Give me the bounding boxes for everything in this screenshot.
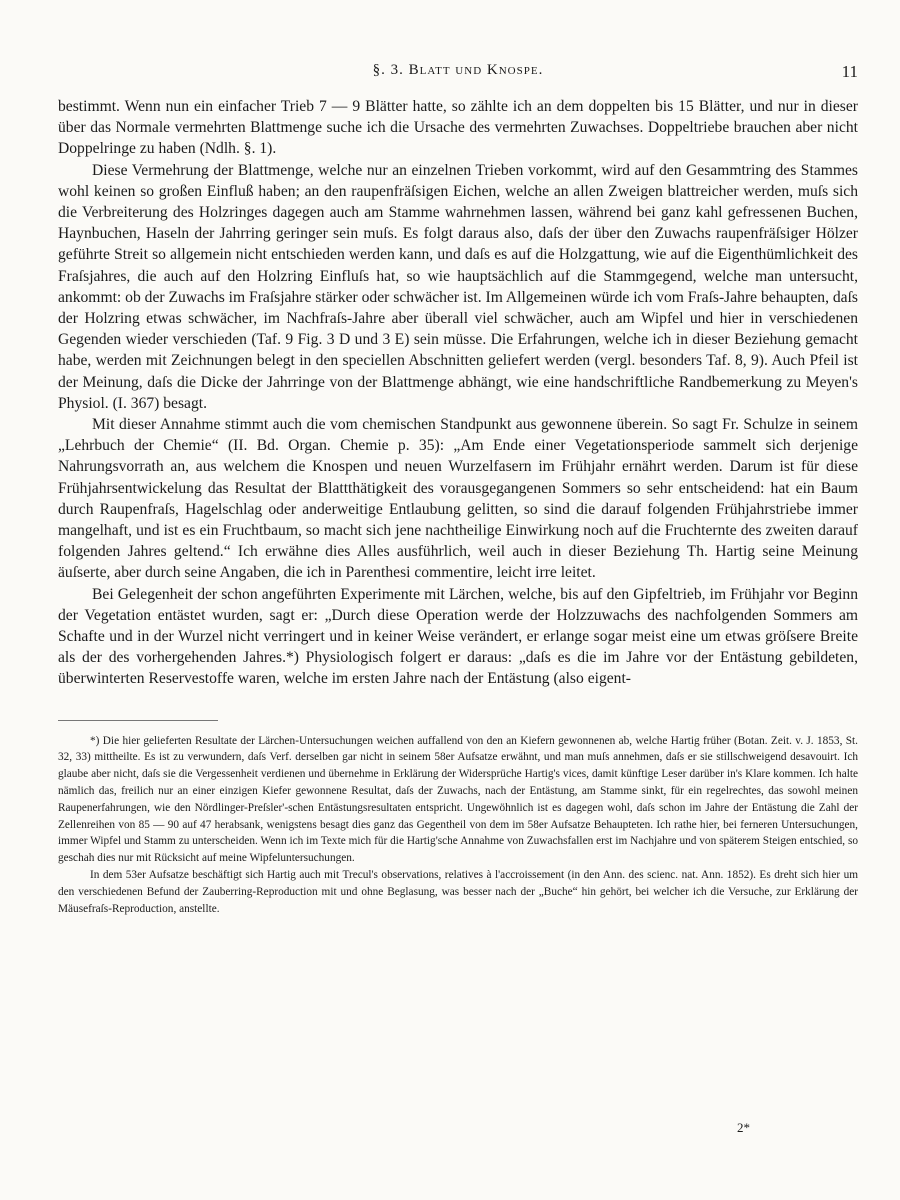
footnotes [58,733,858,918]
footnote-paragraph: *) Die hier gelieferten Resultate der Lärchen-Untersuchungen weichen auffallend von den an Kiefern gewonnenen ab, welche Hartig früher (Botan. Zeit. v. J. 1853, St. 32, 33) mittheilte. Es ist zu verwundern, daſs Verf. derselben gar nicht in seinem 58er Aufsatze erwähnt, und man muſs annehmen, daſs er sie stillschweigend desavouirt. Ich glaube aber nicht, daſs sie die Vergessenheit verdienen und übernehme in Erklärung der Widersprüche Hartig's vices, damit künftige Leser darüber in's Klare kommen. Ich halte nämlich das, freilich nur an einer einzigen Kiefer gewonnene Resultat, daſs der Zuwachs, nach der Entästung, am Stamme sinkt, für ein regelrechtes, das sowohl meinen Raupenerfahrungen, wie den Nördlinger-Preſsler'-schen Entästungsresultaten entspricht. Ungewöhnlich ist es dagegen wohl, daſs schon im Jahre der Entästung die Zahl der Zellenreihen von 85 — 90 auf 47 herabsank, wenigstens besagt dies ganz das Gegentheil von dem im 58er Aufsatze Behaupteten. Ich rathe hier, bei ferneren Untersuchungen, immer Wipfel und Stamm zu unterscheiden. Wenn ich im Texte mich für die Hartig'sche Annahme von Zuwachsfallen erst im Nachjahre und von späterem Steigen entschied, so geschah dies nur mit Rücksicht auf meine Wipfeluntersuchungen. [58,734,858,865]
page-number: 11 [841,62,858,81]
body-paragraph: Diese Vermehrung der Blattmenge, welche nur an einzelnen Trieben vorkommt, wird auf den Gesammtring des Stammes wohl keinen so großen Einfluß haben; an den raupenfräſsigen Eichen, welche an allen Zweigen blattreicher werden, muſs sich die Verbreiterung des Holzringes dagegen auch am Stamme wahrnehmen lassen, während bei ganz kahl gefressenen Buchen, Haynbuchen, Haseln der Jahrring geringer sein muſs. Es folgt daraus also, daſs der über den Zuwachs raupenfräſsiger Hölzer geführte Streit so allgemein nicht entschieden werden kann, und daſs es auf die Holzgattung, wie auf die Eigenthümlichkeit des Fraſsjahres, die auch auf den Holzring Einfluſs hat, so wie hauptsächlich auf die Stammgegend, welche man untersucht, ankommt: ob der Zuwachs im Fraſsjahre stärker oder schwächer ist. Im Allgemeinen würde ich vom Fraſs-Jahre behaupten, daſs der Holzring etwas schwächer, im Nachfraſs-Jahre aber überall viel schwächer, auch am Wipfel und hier in verschiedenen Gegenden wieder verschieden (Taf. 9 Fig. 3 D und 3 E) sein müsse. Die Erfahrungen, welche ich in dieser Beziehung gemacht habe, werden mit Zeichnungen belegt in den speciellen Abschnitten geliefert werden (vergl. besonders Taf. 8, 9). Auch Pfeil ist der Meinung, daſs die Dicke der Jahrringe von der Blattmenge abhängt, wie eine handschriftliche Randbemerkung zu Meyen's Physiol. (I. 367) besagt. [58,161,858,412]
running-head: §. 3. Blatt und Knospe. [372,62,544,78]
body-paragraph: Mit dieser Annahme stimmt auch die vom chemischen Standpunkt aus gewonnene überein. So sagt Fr. Schulze in seinem „Lehrbuch der Chemie“ (II. Bd. Organ. Chemie p. 35): „Am Ende einer Vegetationsperiode sammelt sich derjenige Nahrungsvorrath an, aus welchem die Knospen und neuen Wurzelfasern im Frühjahr ernährt werden. Darum ist für diese Frühjahrsentwickelung das Resultat der Blattthätigkeit des vorausgegangenen Sommers so sehr entscheidend: hat ein Baum durch Raupenfraſs, Hagelschlag oder anderweitige Entlaubung gelitten, so sind die darauf folgenden Frühjahrstriebe immer mangelhaft, und ist es ein Fruchtbaum, so macht sich jene nachtheilige Einwirkung noch auf die Fruchternte des zweiten darauf folgenden Jahres geltend.“ Ich erwähne dies Alles ausführlich, weil auch in dieser Beziehung Th. Hartig seine Meinung äuſserte, aber durch seine Angaben, die ich in Parenthesi commentire, leicht irre leitet. [58,416,858,582]
body-paragraph: bestimmt. Wenn nun ein einfacher Trieb 7 — 9 Blätter hatte, so zählte ich an dem doppelten bis 15 Blätter, und nur in dieser über das Normale vermehrten Blattmenge suche ich die Ursache des vermehrten Zuwachses. Doppeltriebe brauchen aber nicht Doppelringe zu haben (Ndlh. §. 1). [58,98,858,158]
footnote-divider [58,720,218,721]
signature-mark: 2* [737,1120,750,1135]
page-header [58,62,858,88]
footnote-paragraph: In dem 53er Aufsatze beschäftigt sich Hartig auch mit Trecul's observations, relatives à l'accroissement (in den Ann. des scienc. nat. Ann. 1852). Es dreht sich hier um den verschiedenen Befund der Zauberring-Reproduction mit und ohne Beglasung, was besser nach der „Buche“ hin gehört, bei welcher ich die Versuche, zur Erklärung der Mäusefraſs-Reproduction, anstellte. [58,869,858,915]
body-paragraph: Bei Gelegenheit der schon angeführten Experimente mit Lärchen, welche, bis auf den Gipfeltrieb, im Frühjahr vor Beginn der Vegetation entästet wurden, sagt er: „Durch diese Operation werde der Holzzuwachs des nachfolgenden Sommers am Schafte und in der Wurzel nicht verringert und in keiner Weise verändert, er erlange sogar meist eine um etwas gröſsere Breite als der des vorhergehenden Jahres.*) Physiologisch folgert er daraus: „daſs es die im Jahre vor der Entästung gebildeten, überwinterten Reservestoffe waren, welche im ersten Jahre nach der Entästung (also eigent- [58,585,858,688]
body-text [58,96,858,690]
page [58,62,858,917]
